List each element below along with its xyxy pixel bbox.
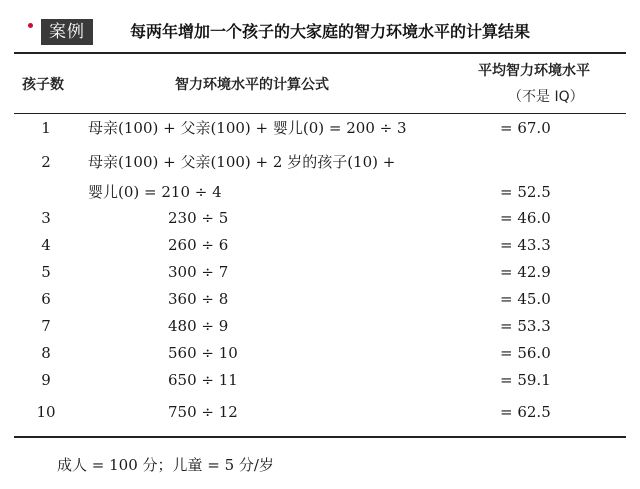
cell-child-count: 2 [41, 153, 51, 171]
cell-formula: 母亲(100) + 父亲(100) + 2 岁的孩子(10) + [88, 153, 396, 171]
cell-child-count: 1 [41, 119, 51, 137]
cell-formula: 230 ÷ 5 [168, 209, 229, 227]
cell-child-count: 10 [36, 403, 56, 421]
table-row [0, 180, 640, 204]
table-row [0, 150, 640, 174]
table-row [0, 116, 640, 140]
cell-child-count: 3 [41, 209, 51, 227]
table-header-rule [14, 113, 626, 114]
table-row [0, 260, 640, 284]
cell-formula: 750 ÷ 12 [168, 403, 238, 421]
cell-average: = 52.5 [500, 183, 551, 201]
cell-formula: 母亲(100) + 父亲(100) + 婴儿(0) = 200 ÷ 3 [88, 119, 407, 137]
cell-average: = 46.0 [500, 209, 551, 227]
cell-average: = 67.0 [500, 119, 551, 137]
table-title: 每两年增加一个孩子的大家庭的智力环境水平的计算结果 [130, 22, 531, 41]
cell-child-count: 5 [41, 263, 51, 281]
cell-formula: 560 ÷ 10 [168, 344, 238, 362]
cell-child-count: 9 [41, 371, 51, 389]
table-row [0, 368, 640, 392]
bullet-dot-icon [28, 23, 33, 28]
cell-formula: 260 ÷ 6 [168, 236, 229, 254]
table-top-rule [14, 52, 626, 54]
cell-child-count: 4 [41, 236, 51, 254]
cell-formula: 480 ÷ 9 [168, 317, 229, 335]
table-row [0, 314, 640, 338]
table-row [0, 341, 640, 365]
table-row [0, 400, 640, 424]
table-bottom-rule [14, 436, 626, 438]
cell-average: = 42.9 [500, 263, 551, 281]
cell-formula: 360 ÷ 8 [168, 290, 229, 308]
col-header-average-note: （不是 IQ） [508, 89, 584, 105]
cell-average: = 62.5 [500, 403, 551, 421]
col-header-formula: 智力环境水平的计算公式 [175, 77, 329, 93]
table-row [0, 287, 640, 311]
cell-average: = 45.0 [500, 290, 551, 308]
cell-child-count: 8 [41, 344, 51, 362]
col-header-count: 孩子数 [22, 77, 64, 93]
cell-child-count: 7 [41, 317, 51, 335]
cell-average: = 43.3 [500, 236, 551, 254]
cell-average: = 56.0 [500, 344, 551, 362]
cell-formula: 650 ÷ 11 [168, 371, 238, 389]
case-header [28, 19, 628, 47]
table-row [0, 233, 640, 257]
case-badge: 案例 [41, 19, 93, 45]
cell-child-count: 6 [41, 290, 51, 308]
col-header-average: 平均智力环境水平 [478, 63, 590, 79]
table-row [0, 206, 640, 230]
cell-formula: 婴儿(0) = 210 ÷ 4 [88, 183, 222, 201]
cell-average: = 59.1 [500, 371, 551, 389]
cell-formula: 300 ÷ 7 [168, 263, 229, 281]
cell-average: = 53.3 [500, 317, 551, 335]
footnote: 成人 = 100 分；儿童 = 5 分/岁 [57, 456, 274, 474]
